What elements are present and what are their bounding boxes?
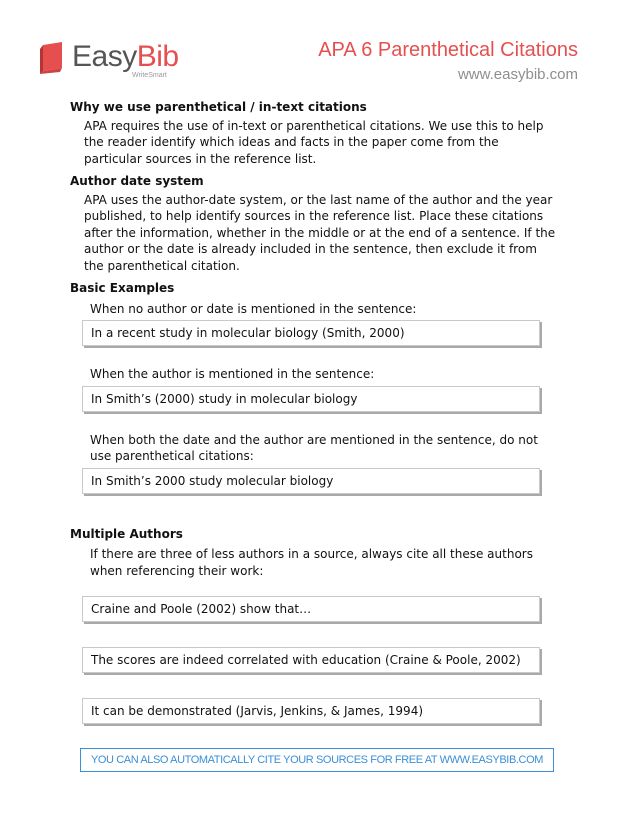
section-heading: Basic Examples	[70, 281, 175, 295]
section-author-date	[70, 173, 560, 274]
section-basic-examples	[70, 280, 560, 494]
example-label: When the author is mentioned in the sentence:	[90, 367, 375, 381]
section-why	[70, 99, 560, 167]
section-multiple-authors	[70, 526, 560, 725]
section-heading: Why we use parenthetical / in-text citations	[70, 100, 367, 114]
section-paragraph: If there are three of less authors in a source, always cite all these authors when referencing their work:	[90, 547, 533, 578]
example-box: In Smith’s (2000) study in molecular biology	[82, 386, 540, 412]
footer-banner[interactable]: YOU CAN ALSO AUTOMATICALLY CITE YOUR SOURCES FOR FREE AT WWW.EASYBIB.COM	[80, 748, 554, 772]
section-heading: Multiple Authors	[70, 526, 183, 541]
document-body	[70, 99, 560, 730]
book-icon	[38, 41, 68, 77]
example-box: Craine and Poole (2002) show that…	[82, 596, 540, 622]
logo-easy: Easy	[72, 40, 137, 73]
easybib-logo[interactable]	[38, 38, 198, 83]
example-label: When no author or date is mentioned in the sentence:	[90, 301, 417, 316]
logo-wordmark	[72, 38, 179, 76]
section-heading: Author date system	[70, 174, 204, 188]
section-paragraph: APA requires the use of in-text or parenthetical citations. We use this to help the reader identify which ideas and facts in the paper come from the particular sources in the reference list.	[84, 118, 544, 166]
example-box: In Smith’s 2000 study molecular biology	[82, 468, 540, 494]
example-box: The scores are indeed correlated with education (Craine & Poole, 2002)	[82, 647, 540, 673]
site-url[interactable]: www.easybib.com	[457, 66, 578, 83]
logo-bib: Bib	[136, 40, 179, 73]
section-paragraph: APA uses the author-date system, or the last name of the author and the year published, to help identify sources in the reference list. Place these citations after the information, whether in the middle or at the end of a sentence. If the author or the date is already included in the sentence, then exclude it from the parenthetical citation.	[84, 192, 556, 273]
example-label: When both the date and the author are mentioned in the sentence, do not use parenthetical citations:	[90, 432, 538, 463]
logo-tagline: WriteSmart	[132, 72, 167, 79]
page-title: APA 6 Parenthetical Citations	[318, 39, 578, 61]
example-box: It can be demonstrated (Jarvis, Jenkins, & James, 1994)	[82, 698, 540, 724]
example-box: In a recent study in molecular biology (Smith, 2000)	[82, 320, 540, 346]
